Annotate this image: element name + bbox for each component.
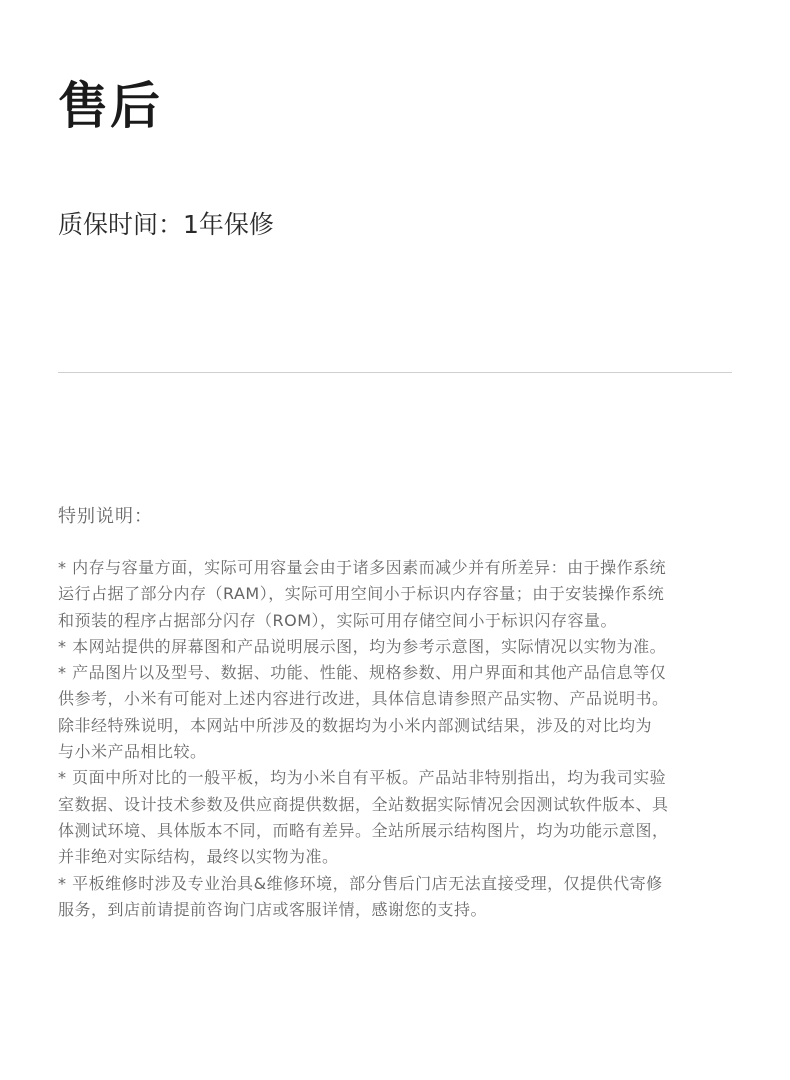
note-line: * 平板维修时涉及专业治具&维修环境，部分售后门店无法直接受理，仅提供代寄修 (58, 873, 663, 893)
divider (58, 372, 732, 373)
note-line: * 产品图片以及型号、数据、功能、性能、规格参数、用户界面和其他产品信息等仅 (58, 663, 667, 683)
page-title: 售后 (58, 77, 162, 135)
note-line: * 页面中所对比的一般平板，均为小米自有平板。产品站非特别指出，均为我司实验 (58, 768, 667, 788)
warranty-text: 质保时间：1年保修 (58, 210, 274, 239)
note-line: 供参考，小米有可能对上述内容进行改进，具体信息请参照产品实物、产品说明书。 (58, 689, 669, 709)
notes-heading: 特别说明： (58, 506, 153, 527)
note-line: 体测试环境、具体版本不同，而略有差异。全站所展示结构图片，均为功能示意图， (58, 820, 669, 840)
note-line: 服务，到店前请提前咨询门店或客服详情，感谢您的支持。 (58, 899, 488, 919)
note-line: * 本网站提供的屏幕图和产品说明展示图，均为参考示意图，实际情况以实物为准。 (58, 636, 667, 656)
note-line: 运行占据了部分内存（RAM），实际可用空间小于标识内存容量；由于安装操作系统 (58, 584, 665, 604)
note-line: * 内存与容量方面，实际可用容量会由于诸多因素而减少并有所差异：由于操作系统 (58, 558, 667, 577)
note-line: 除非经特殊说明，本网站中所涉及的数据均为小米内部测试结果，涉及的对比均为 (58, 715, 653, 735)
note-line: 和预装的程序占据部分闪存（ROM），实际可用存储空间小于标识闪存容量。 (58, 610, 618, 630)
note-line: 与小米产品相比较。 (58, 742, 207, 762)
note-line: 室数据、设计技术参数及供应商提供数据，全站数据实际情况会因测试软件版本、具 (58, 794, 669, 814)
note-line: 并非绝对实际结构，最终以实物为准。 (58, 847, 339, 867)
notes-body (58, 555, 734, 923)
